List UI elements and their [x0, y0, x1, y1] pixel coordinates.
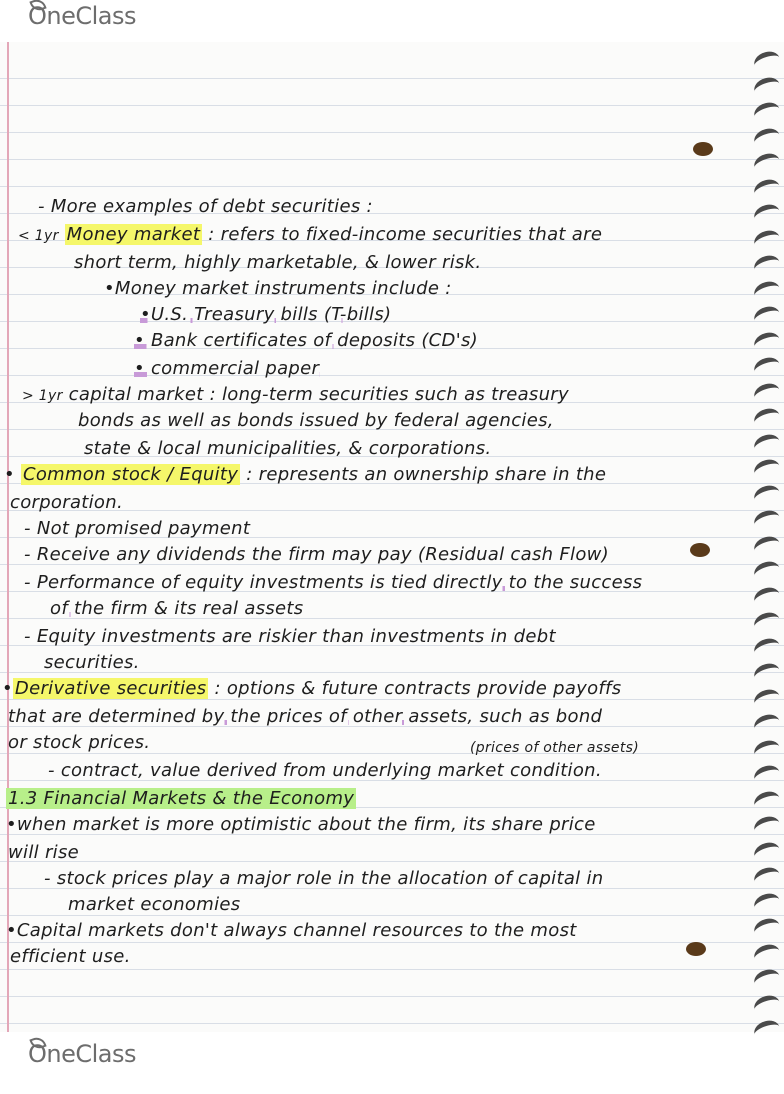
- spiral-coil: [752, 737, 783, 763]
- note-line: or stock prices.: [8, 732, 151, 753]
- ink-blot: [693, 142, 713, 156]
- ink-blot: [686, 942, 706, 956]
- spiral-coil: [752, 711, 783, 737]
- note-line: • Bank certificates of deposits (CD's): [134, 330, 478, 351]
- spiral-coil: [752, 431, 783, 457]
- note-line: •when market is more optimistic about the firm, its share price: [6, 814, 596, 835]
- note-line: - More examples of debt securities :: [38, 196, 373, 217]
- spiral-coil: [752, 609, 783, 635]
- underline-capital-market: capital market: [68, 384, 204, 405]
- spiral-coil: [752, 890, 783, 916]
- note-line: - Not promised payment: [24, 518, 251, 539]
- margin-line: [7, 42, 9, 1032]
- spiral-coil: [752, 558, 783, 584]
- note-line: • commercial paper: [134, 358, 320, 379]
- spiral-coil: [752, 941, 783, 967]
- note-line: will rise: [8, 842, 79, 863]
- spiral-coil: [752, 813, 783, 839]
- note-line: •U.S. Treasury bills (T-bills): [140, 304, 392, 325]
- brand-text-bottom: OneClass: [28, 1040, 137, 1068]
- spiral-coil: [752, 150, 783, 176]
- spiral-coil: [752, 176, 783, 202]
- note-line: > 1yr capital market : long-term securities such as treasury: [22, 384, 569, 405]
- spiral-coil: [752, 303, 783, 329]
- highlight-derivative: Derivative securities: [14, 678, 207, 699]
- spiral-coil: [752, 507, 783, 533]
- note-line: • Derivative securities : options & future contracts provide payoffs: [2, 678, 622, 699]
- note-line: - Equity investments are riskier than investments in debt: [24, 626, 556, 647]
- note-line: state & local municipalities, & corporations.: [84, 438, 492, 459]
- note-line: efficient use.: [10, 946, 131, 967]
- spiral-coil: [752, 227, 783, 253]
- note-line: - contract, value derived from underlying market condition.: [48, 760, 602, 781]
- spiral-coil: [752, 660, 783, 686]
- spiral-coil: [752, 354, 783, 380]
- note-annotation: (prices of other assets): [470, 740, 639, 756]
- spiral-coil: [752, 762, 783, 788]
- spiral-coil: [752, 992, 783, 1018]
- spiral-coil: [752, 125, 783, 151]
- brand-text-top: OneClass: [28, 2, 137, 30]
- note-line: bonds as well as bonds issued by federal agencies,: [78, 410, 554, 431]
- note-line: short term, highly marketable, & lower risk.: [74, 252, 482, 273]
- ink-blot: [690, 543, 710, 557]
- note-line: • Common stock / Equity : represents an ownership share in the: [4, 464, 607, 485]
- note-line: - stock prices play a major role in the allocation of capital in: [44, 868, 604, 889]
- spiral-coil: [752, 864, 783, 890]
- note-line: corporation.: [10, 492, 123, 513]
- spiral-coil: [752, 48, 783, 74]
- spiral-coil: [752, 329, 783, 355]
- note-line: securities.: [44, 652, 140, 673]
- spiral-binding: [744, 42, 784, 1032]
- spiral-coil: [752, 74, 783, 100]
- note-line: market economies: [68, 894, 241, 915]
- spiral-coil: [752, 966, 783, 992]
- note-line: of the firm & its real assets: [50, 598, 304, 619]
- highlight-money-market: Money market: [66, 224, 201, 245]
- section-heading: 1.3 Financial Markets & the Economy: [8, 788, 355, 809]
- spiral-coil: [752, 1017, 783, 1043]
- spiral-coil: [752, 788, 783, 814]
- oneclass-logo-bottom: [28, 1040, 136, 1068]
- spiral-coil: [752, 915, 783, 941]
- note-line: •Capital markets don't always channel resources to the most: [6, 920, 577, 941]
- spiral-coil: [752, 201, 783, 227]
- spiral-coil: [752, 635, 783, 661]
- note-line: < 1yr Money market : refers to fixed-income securities that are: [18, 224, 603, 245]
- spiral-coil: [752, 405, 783, 431]
- spiral-coil: [752, 533, 783, 559]
- note-line: •Money market instruments include :: [104, 278, 452, 299]
- spiral-coil: [752, 380, 783, 406]
- oneclass-logo-top: [28, 2, 136, 30]
- spiral-coil: [752, 482, 783, 508]
- spiral-coil: [752, 839, 783, 865]
- spiral-coil: [752, 456, 783, 482]
- spiral-coil: [752, 686, 783, 712]
- spiral-coil: [752, 278, 783, 304]
- spiral-coil: [752, 252, 783, 278]
- note-line: - Performance of equity investments is tied directly to the success: [24, 572, 643, 593]
- note-line: - Receive any dividends the firm may pay (Residual cash Flow): [24, 544, 609, 565]
- note-line: that are determined by the prices of other assets, such as bond: [8, 706, 603, 727]
- spiral-coil: [752, 99, 783, 125]
- spiral-coil: [752, 584, 783, 610]
- highlight-common-stock: Common stock / Equity: [22, 464, 239, 485]
